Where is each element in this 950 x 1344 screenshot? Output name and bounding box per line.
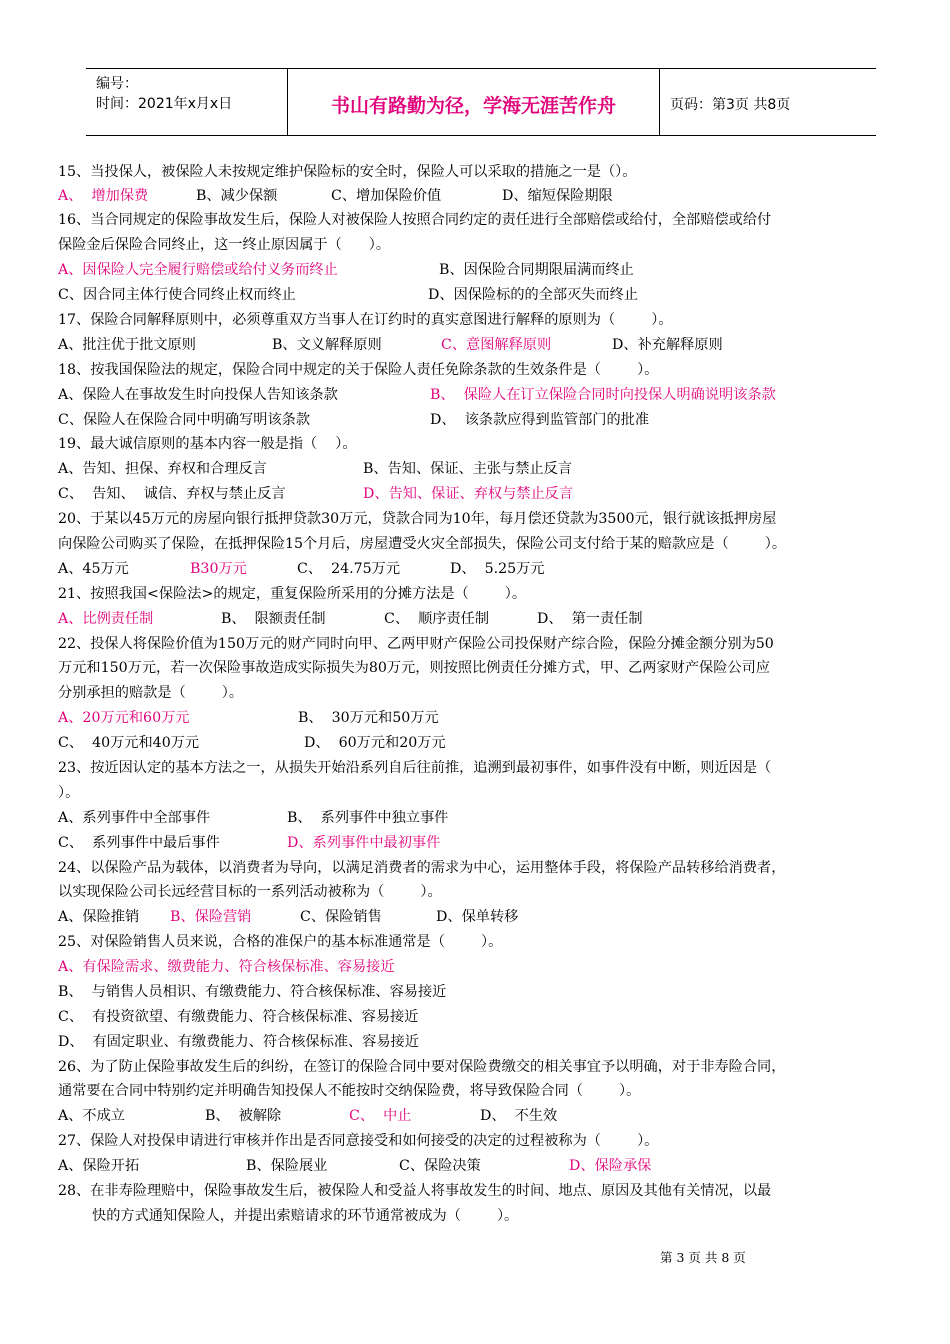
- text-line: [0, 683, 950, 703]
- text-segment: C、 顺序责任制: [384, 611, 490, 627]
- text-segment: 15、当投保人，被保险人未按规定维护保险标的安全时，保险人可以采取的措施之一是（）。: [58, 164, 637, 180]
- text-segment: 16、当合同规定的保险事故发生后，保险人对被保险人按照合同约定的责任进行全部赔偿或给付，全部赔偿或给付: [58, 212, 772, 228]
- text-segment: C、 24.75万元: [297, 561, 401, 577]
- text-segment: D、 5.25万元: [450, 561, 545, 577]
- text-segment: C、保险决策: [399, 1158, 481, 1174]
- text-segment: 19、最大诚信原则的基本内容一般是指（ ）。: [58, 436, 357, 452]
- answer-option-correct: D、保险承保: [569, 1158, 652, 1174]
- text-line: [0, 1206, 950, 1226]
- text-segment: B、 被解除: [205, 1108, 282, 1124]
- text-segment: 24、以保险产品为载体，以消费者为导向，以满足消费者的需求为中心，运用整体手段，将保险产品转移给消费者，: [58, 860, 786, 876]
- text-segment: 分别承担的赔款是（ ）。: [58, 685, 244, 701]
- header-motto: 书山有路勤为径，学海无涯苦作舟: [330, 95, 616, 117]
- text-line: [0, 733, 950, 753]
- text-line: [0, 1032, 950, 1052]
- text-line: [0, 584, 950, 604]
- text-segment: C、 系列事件中最后事件: [58, 835, 220, 851]
- text-line: [0, 260, 950, 280]
- text-segment: B、告知、保证、主张与禁止反言: [363, 461, 573, 477]
- text-line: [0, 360, 950, 380]
- answer-option-correct: A、 增加保费: [58, 188, 149, 204]
- text-line: [0, 1057, 950, 1077]
- header-page-number: 页码：第3页 共8页: [670, 97, 791, 113]
- text-segment: 17、保险合同解释原则中，必须尊重双方当事人在订约时的真实意图进行解释的原则为（ ）。: [58, 312, 673, 328]
- text-segment: 快的方式通知保险人，并提出索赔请求的环节通常被成为（ ）。: [92, 1208, 519, 1224]
- text-segment: A、保险推销: [58, 909, 140, 925]
- text-segment: D、因保险标的的全部灭失而终止: [428, 287, 639, 303]
- text-line: [0, 410, 950, 430]
- text-segment: 28、在非寿险理赔中，保险事故发生后，被保险人和受益人将事故发生的时间、地点、原因及其他有关情况，以最: [58, 1183, 772, 1199]
- text-segment: C、 40万元和40万元: [58, 735, 200, 751]
- text-line: [0, 285, 950, 305]
- text-segment: 25、对保险销售人员来说，合格的准保户的基本标准通常是（ ）。: [58, 934, 503, 950]
- text-segment: D、 有固定职业、有缴费能力、符合核保标准、容易接近: [58, 1034, 419, 1050]
- answer-option-correct: D、系列事件中最初事件: [287, 835, 441, 851]
- text-line: [0, 634, 950, 654]
- answer-option-correct: A、因保险人完全履行赔偿或给付义务而终止: [58, 262, 338, 278]
- text-line: [0, 162, 950, 182]
- text-segment: D、 第一责任制: [537, 611, 643, 627]
- document-number-label: 编号：: [96, 76, 138, 92]
- text-line: [0, 509, 950, 529]
- text-line: [0, 1181, 950, 1201]
- page-footer: 第 3 页 共 8 页: [660, 1250, 746, 1265]
- text-line: [0, 310, 950, 330]
- answer-option-correct: C、 中止: [349, 1108, 412, 1124]
- text-segment: 22、投保人将保险价值为150万元的财产同时向甲、乙两甲财产保险公司投保财产综合险，保险分摊金额分别为50: [58, 636, 774, 652]
- text-segment: 通常要在合同中特别约定并明确告知投保人不能按时交纳保险费，将导致保险合同（ ）。: [58, 1083, 641, 1099]
- text-line: [0, 385, 950, 405]
- text-line: [0, 1156, 950, 1176]
- text-segment: A、不成立: [58, 1108, 125, 1124]
- text-line: [0, 957, 950, 977]
- text-line: [0, 534, 950, 554]
- text-line: [0, 858, 950, 878]
- text-segment: D、 该条款应得到监管部门的批准: [430, 412, 650, 428]
- text-segment: D、 不生效: [480, 1108, 558, 1124]
- text-segment: 保险金后保险合同终止，这一终止原因属于（ ）。: [58, 237, 391, 253]
- answer-option-correct: A、20万元和60万元: [58, 710, 190, 726]
- text-line: [0, 808, 950, 828]
- text-segment: 26、为了防止保险事故发生后的纠纷，在签订的保险合同中要对保险费缴交的相关事宜予以明确，对于非寿险合同，: [58, 1059, 786, 1075]
- text-line: [0, 907, 950, 927]
- text-line: [0, 484, 950, 504]
- text-segment: 以实现保险公司长远经营目标的一系列活动被称为（ ）。: [58, 884, 442, 900]
- text-line: [0, 1007, 950, 1027]
- text-line: [0, 882, 950, 902]
- text-segment: C、因合同主体行使合同终止权而终止: [58, 287, 296, 303]
- answer-option-correct: A、比例责任制: [58, 611, 154, 627]
- text-line: [0, 833, 950, 853]
- text-line: [0, 932, 950, 952]
- text-segment: A、保险人在事故发生时向投保人告知该条款: [58, 387, 338, 403]
- text-segment: 20、于某以45万元的房屋向银行抵押贷款30万元，贷款合同为10年，每月偿还贷款为3500元，银行就该抵押房屋: [58, 511, 777, 527]
- text-line: [0, 186, 950, 206]
- text-segment: B、 限额责任制: [221, 611, 326, 627]
- text-segment: 18、按我国保险法的规定，保险合同中规定的关于保险人责任免除条款的生效条件是（ ）。: [58, 362, 659, 378]
- text-line: [0, 758, 950, 778]
- text-line: [0, 609, 950, 629]
- text-segment: C、 告知、 诚信、弃权与禁止反言: [58, 486, 286, 502]
- text-segment: ）。: [58, 785, 80, 801]
- answer-option-correct: D、告知、保证、弃权与禁止反言: [363, 486, 574, 502]
- text-segment: A、系列事件中全部事件: [58, 810, 211, 826]
- text-segment: B、减少保额: [196, 188, 278, 204]
- text-segment: B、 系列事件中独立事件: [287, 810, 449, 826]
- text-segment: D、 60万元和20万元: [304, 735, 446, 751]
- text-line: [0, 235, 950, 255]
- answer-option-correct: B、保险营销: [170, 909, 252, 925]
- text-segment: A、保险开拓: [58, 1158, 140, 1174]
- text-segment: A、批注优于批文原则: [58, 337, 196, 353]
- text-line: [0, 1081, 950, 1101]
- text-segment: A、45万元: [58, 561, 129, 577]
- answer-option-correct: C、意图解释原则: [441, 337, 552, 353]
- text-segment: 向保险公司购买了保险，在抵押保险15个月后，房屋遭受火灾全部损失，保险公司支付给于某的赔款应是（ ）。: [58, 536, 787, 552]
- text-line: [0, 1106, 950, 1126]
- text-segment: C、保险人在保险合同中明确写明该条款: [58, 412, 311, 428]
- text-line: [0, 335, 950, 355]
- text-segment: C、保险销售: [300, 909, 382, 925]
- text-line: [0, 1131, 950, 1151]
- text-line: [0, 982, 950, 1002]
- answer-option-correct: A、有保险需求、缴费能力、符合核保标准、容易接近: [58, 959, 395, 975]
- text-segment: 27、保险人对投保申请进行审核并作出是否同意接受和如何接受的决定的过程被称为（ ）。: [58, 1133, 659, 1149]
- text-segment: C、 有投资欲望、有缴费能力、符合核保标准、容易接近: [58, 1009, 419, 1025]
- text-line: [0, 434, 950, 454]
- text-line: [0, 708, 950, 728]
- text-segment: 万元和150万元，若一次保险事故造成实际损失为80万元，则按照比例责任分摊方式，甲、乙两家财产保险公司应: [58, 660, 770, 676]
- text-segment: B、因保险合同期限届满而终止: [439, 262, 634, 278]
- text-segment: B、文义解释原则: [272, 337, 382, 353]
- text-segment: A、告知、担保、弃权和合理反言: [58, 461, 267, 477]
- text-segment: D、缩短保险期限: [502, 188, 613, 204]
- text-line: [0, 559, 950, 579]
- answer-option-correct: B、 保险人在订立保险合同时向投保人明确说明该条款: [430, 387, 776, 403]
- text-line: [0, 459, 950, 479]
- text-segment: 21、按照我国<保险法>的规定，重复保险所采用的分摊方法是（ ）。: [58, 586, 527, 602]
- document-time-label: 时间：2021年x月x日: [96, 96, 233, 112]
- text-segment: D、补充解释原则: [612, 337, 723, 353]
- text-segment: C、增加保险价值: [331, 188, 442, 204]
- text-line: [0, 658, 950, 678]
- text-line: [0, 783, 950, 803]
- text-segment: D、保单转移: [436, 909, 519, 925]
- answer-option-correct: B30万元: [190, 561, 247, 577]
- text-segment: B、 30万元和50万元: [298, 710, 439, 726]
- text-segment: B、 与销售人员相识、有缴费能力、符合核保标准、容易接近: [58, 984, 447, 1000]
- text-segment: 23、按近因认定的基本方法之一，从损失开始沿系列自后往前推，追溯到最初事件，如事件没有中断，则近因是（: [58, 760, 772, 776]
- text-line: [0, 210, 950, 230]
- text-segment: B、保险展业: [246, 1158, 328, 1174]
